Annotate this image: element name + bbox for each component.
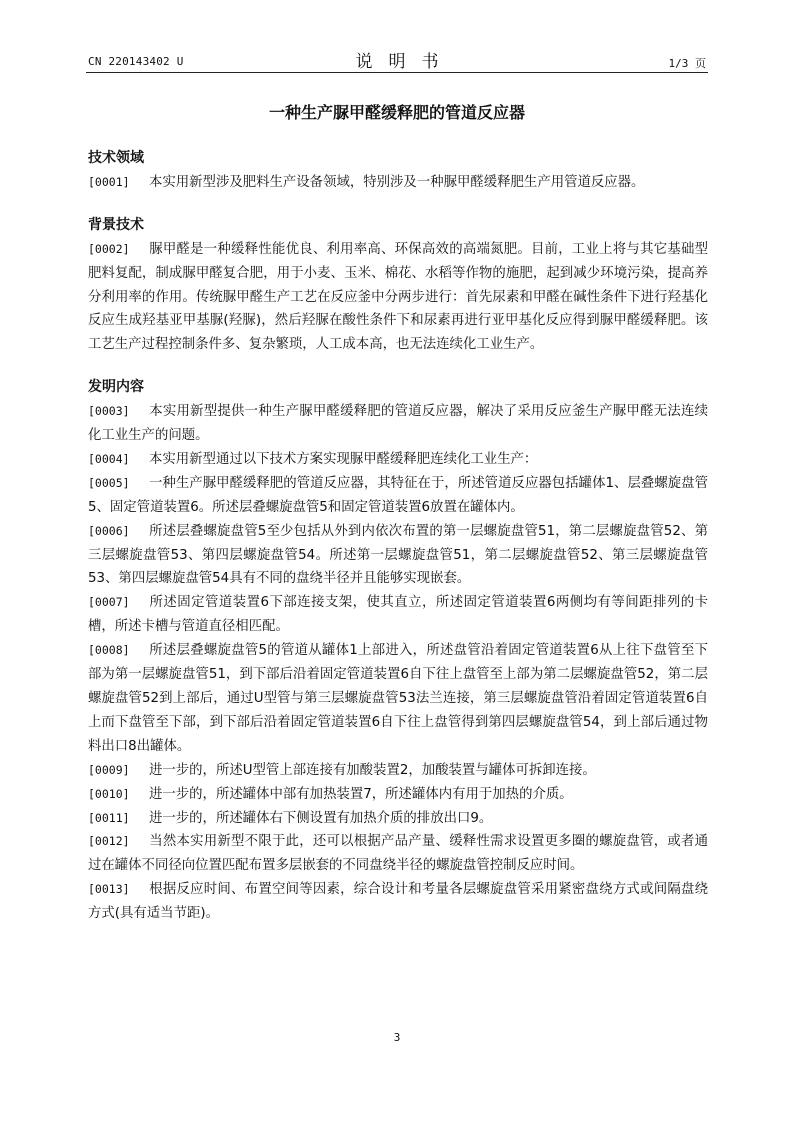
patent-number: CN 220143402 U: [88, 55, 184, 68]
section-invention-content: [88, 376, 708, 926]
paragraph-text: 本实用新型提供一种生产脲甲醛缓释肥的管道反应器，解决了采用反应釜生产脲甲醛无法连续化工业生产的问题。: [88, 404, 708, 444]
header-divider: [86, 72, 708, 73]
section-background: [88, 214, 708, 357]
paragraph-number: [0006]: [88, 523, 130, 538]
document-section-title: 说明书: [355, 52, 455, 72]
paragraph-text: 脲甲醛是一种缓释性能优良、利用率高、环保高效的高端氮肥。目前，工业上将与其它基础型肥料复配，制成脲甲醛复合肥，用于小麦、玉米、棉花、水稻等作物的施肥，起到减少环境污染，提高养分利用率的作用。传统脲甲醛生产工艺在反应釜中分两步进行：首先尿素和甲醛在碱性条件下进行羟基化反应生成羟基亚甲基脲(羟脲)，然后羟脲在酸性条件下和尿素再进行亚甲基化反应得到脲甲醛缓释肥。该工艺生产过程控制条件多、复杂繁琐，人工成本高，也无法连续化工业生产。: [88, 241, 708, 353]
paragraph: [88, 171, 708, 195]
paragraph-number: [0003]: [88, 404, 130, 419]
paragraph-number: [0012]: [88, 834, 130, 849]
paragraph-number: [0002]: [88, 241, 130, 256]
section-heading: 技术领域: [88, 150, 144, 166]
page-indicator: 1/3 页: [668, 57, 706, 70]
paragraph-text: 进一步的，所述罐体中部有加热装置7，所述罐体内有用于加热的介质。: [149, 786, 573, 802]
paragraph-text: 所述固定管道装置6下部连接支架，使其直立，所述固定管道装置6两侧均有等间距排列的卡槽，所述卡槽与管道直径相匹配。: [88, 595, 708, 635]
paragraph-number: [0011]: [88, 810, 130, 825]
paragraph-text: 进一步的，所述罐体右下侧设置有加热介质的排放出口9。: [149, 810, 493, 826]
paragraph-text: 一种生产脲甲醛缓释肥的管道反应器，其特征在于，所述管道反应器包括罐体1、层叠螺旋盘管5、固定管道装置6。所述层叠螺旋盘管5和固定管道装置6放置在罐体内。: [88, 475, 708, 515]
paragraph-number: [0010]: [88, 786, 130, 801]
paragraph-number: [0008]: [88, 643, 130, 658]
paragraph: [88, 448, 708, 472]
paragraph: [88, 783, 708, 807]
paragraph-number: [0005]: [88, 475, 130, 490]
paragraph: [88, 830, 708, 878]
paragraph: [88, 878, 708, 926]
paragraph: [88, 520, 708, 592]
paragraph: [88, 400, 708, 448]
paragraph-text: 本实用新型涉及肥料生产设备领域，特别涉及一种脲甲醛缓释肥生产用管道反应器。: [149, 174, 645, 190]
paragraph-number: [0009]: [88, 762, 130, 777]
section-heading: 发明内容: [88, 379, 144, 396]
paragraph: [88, 639, 708, 759]
paragraph-number: [0007]: [88, 595, 130, 610]
section-technical-field: [88, 147, 708, 195]
document-title: 一种生产脲甲醛缓释肥的管道反应器: [268, 103, 525, 122]
paragraph: [88, 238, 708, 358]
document-body: [88, 147, 708, 945]
paragraph: [88, 591, 708, 639]
paragraph-number: [0001]: [88, 174, 130, 189]
paragraph-number: [0013]: [88, 882, 130, 897]
paragraph-text: 根据反应时间、布置空间等因素，综合设计和考量各层螺旋盘管采用紧密盘绕方式或间隔盘绕方式(具有适当节距)。: [88, 882, 708, 922]
paragraph-text: 所述层叠螺旋盘管5的管道从罐体1上部进入，所述盘管沿着固定管道装置6从上往下盘管至下部为第一层螺旋盘管51，到下部后沿着固定管道装置6自下往上盘管至上部为第二层螺旋盘管52，第二层螺旋盘管52到上部后，通过U型管与第三层螺旋盘管53法兰连接，第三层螺旋盘管沿着固定管道装置6自上而下盘管至下部，到下部后沿着固定管道装置6自下往上盘管得到第四层螺旋盘管54，到上部后通过物料出口8出罐体。: [88, 643, 708, 754]
paragraph: [88, 759, 708, 783]
paragraph-text: 当然本实用新型不限于此，还可以根据产品产量、缓释性需求设置更多圈的螺旋盘管，或者通过在罐体不同径向位置匹配布置多层嵌套的不同盘绕半径的螺旋盘管控制反应时间。: [88, 834, 708, 874]
paragraph-number: [0004]: [88, 451, 130, 466]
page-number: 3: [393, 1031, 401, 1044]
paragraph: [88, 807, 708, 831]
paragraph-text: 进一步的，所述U型管上部连接有加酸装置2，加酸装置与罐体可拆卸连接。: [149, 762, 596, 778]
paragraph-text: 本实用新型通过以下技术方案实现脲甲醛缓释肥连续化工业生产：: [149, 451, 538, 467]
paragraph-text: 所述层叠螺旋盘管5至少包括从外到内依次布置的第一层螺旋盘管51，第二层螺旋盘管52、第三层螺旋盘管53、第四层螺旋盘管54。所述第一层螺旋盘管51，第二层螺旋盘管52、第三层螺旋盘管53、第四层螺旋盘管54具有不同的盘绕半径并且能够实现嵌套。: [88, 523, 708, 587]
paragraph: [88, 472, 708, 520]
section-heading: 背景技术: [88, 216, 144, 233]
